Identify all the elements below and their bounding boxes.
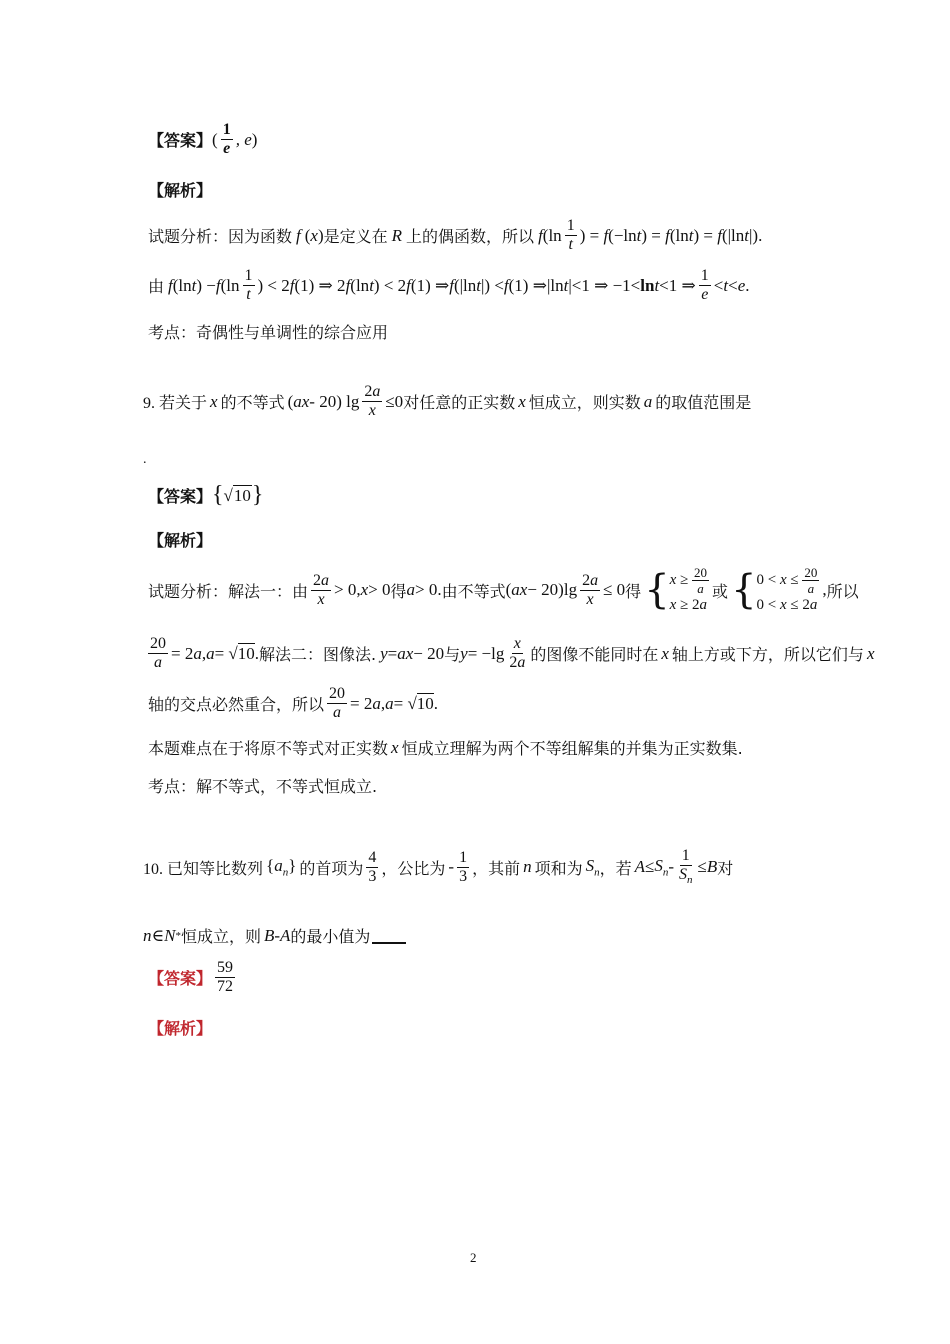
- text: 本题难点在于将原不等式对正实数: [148, 739, 389, 758]
- text: 恒成立，则实数: [528, 395, 641, 412]
- text: 得: [625, 581, 642, 601]
- q9-analysis-label: 【解析】: [148, 531, 213, 550]
- text: ，公比为: [381, 860, 446, 878]
- text: 对: [717, 860, 734, 878]
- answer-label: 【答案】: [148, 487, 213, 506]
- text: 对任意的正实数: [403, 395, 516, 412]
- q10-answer-line: [148, 960, 238, 995]
- text: 与: [444, 645, 461, 664]
- text: 所以: [826, 581, 859, 601]
- text: 10. 已知等比数列: [143, 860, 264, 878]
- q8-analysis-line2: 由 f (ln t ) − f (ln $\frac{1}{t}$ ) < 2 f (1) ⇒ 2 f (ln t ) < 2 f (1) ⇒ f (|ln t |) < f (1) ⇒|ln t |<1 ⇒ −1< ln t <1 ⇒ $\frac{1}{e}$ < t < e .: [148, 267, 750, 303]
- text: ，若: [599, 860, 632, 878]
- q9-kaodian: 考点：解不等式，不等式恒成立.: [148, 777, 378, 796]
- text: 的最小值为: [290, 929, 371, 946]
- page-number: 2: [470, 1250, 477, 1265]
- q8-answer-line: 【答案】 ( $\frac{1}{e}$ , e ): [148, 121, 258, 157]
- text: 9. 若关于: [143, 395, 208, 412]
- answer-blank: [372, 928, 406, 944]
- answer-label: 【答案】: [148, 969, 213, 988]
- text: 解法二：图像法.: [259, 645, 377, 664]
- text: 轴的交点必然重合，所以: [148, 695, 325, 714]
- text: 的首项为: [299, 860, 364, 878]
- text: 恒成立理解为两个不等组解集的并集为正实数集.: [401, 739, 743, 758]
- q8-analysis-line1: 试题分析：因为函数 f ( x ) 是定义在 R 上的偶函数，所以 f (ln $\frac{1}{t}$ ) = f (−ln t ) = f (ln t ) = f (|ln t |).: [148, 217, 763, 253]
- text: 的不等式: [220, 395, 285, 412]
- answer-fraction: [215, 960, 235, 995]
- fraction: $\frac{1}{e}$: [222, 121, 231, 157]
- q9-answer-line: 【答案】 { √ 10 }: [148, 482, 264, 508]
- text: 项和为: [534, 860, 583, 878]
- text: 由: [148, 277, 165, 296]
- q9-difficulty-note: 本题难点在于将原不等式对正实数 x 恒成立理解为两个不等组解集的并集为正实数集.: [148, 737, 743, 758]
- text: 由不等式: [441, 581, 506, 601]
- text: 的取值范围是: [655, 395, 752, 412]
- q9-solution-line3: 轴的交点必然重合，所以 $\frac{20}{a}$ = 2 a , a = √ 10 .: [148, 685, 439, 721]
- text: 恒成立，则: [180, 929, 261, 946]
- answer-label: 【答案】: [148, 131, 213, 150]
- sqrt: √ 10: [223, 485, 251, 505]
- text: 上的偶函数，所以: [406, 227, 535, 246]
- q9-solution-line2: $\frac{20}{a}$ = 2 a , a = √ 10 . 解法二：图像法. y = ax − 20 与 y = −lg $\frac{x}{2a}$ 的图像不能同时在 x 轴上方或下方，所以它们与 x: [150, 635, 875, 671]
- text: ，其前: [472, 860, 521, 878]
- text: 试题分析：解法一：由: [148, 581, 309, 601]
- q9-stem-end-mark: .: [143, 452, 147, 467]
- q10-stem-line1: 10. 已知等比数列 $\{a_n\}$ 的首项为 $\frac{4}{3}$ ，公比为 - $\frac{1}{3}$ ，其前 n 项和为 $S_n$ ，若 A ≤ $S_n$ - $\frac{1}{S_n}$ ≤ B 对: [143, 847, 734, 887]
- text: 轴上方或下方，所以它们与: [671, 645, 864, 664]
- q10-analysis-label: 【解析】: [148, 1019, 213, 1038]
- q8-analysis-label: 【解析】: [148, 181, 213, 200]
- q10-stem-line2: n ∈ N * 恒成立，则 B - A 的最小值为: [143, 924, 406, 947]
- text: 得: [390, 581, 407, 601]
- q9-solution-line1: 试题分析：解法一：由 $\frac{2a}{x}$ > 0, x > 0 得 a > 0. 由不等式 ( ax − 20)lg $\frac{2a}{x}$ ≤ 0 得 { x ≥ $\frac{20}{a}$ x ≥ 2a 或 { 0 < x ≤ $\frac{20}{a}$ 0 < x ≤ 2a , 所以: [148, 565, 859, 613]
- text: 试题分析：因为函数: [148, 227, 293, 246]
- answer-numerator: 59: [217, 959, 234, 976]
- q9-stem: 9. 若关于 x 的不等式 ( ax - 20) lg $\frac{2a}{x}$ ≤0 对任意的正实数 x 恒成立，则实数 a 的取值范围是: [143, 383, 752, 419]
- text: 或: [712, 581, 729, 601]
- text: 的图像不能同时在: [530, 645, 659, 664]
- answer-value: 10: [233, 486, 251, 505]
- q8-kaodian: 考点：奇偶性与单调性的综合应用: [148, 323, 389, 342]
- text: 是定义在: [323, 227, 388, 246]
- answer-denominator: 72: [217, 978, 234, 995]
